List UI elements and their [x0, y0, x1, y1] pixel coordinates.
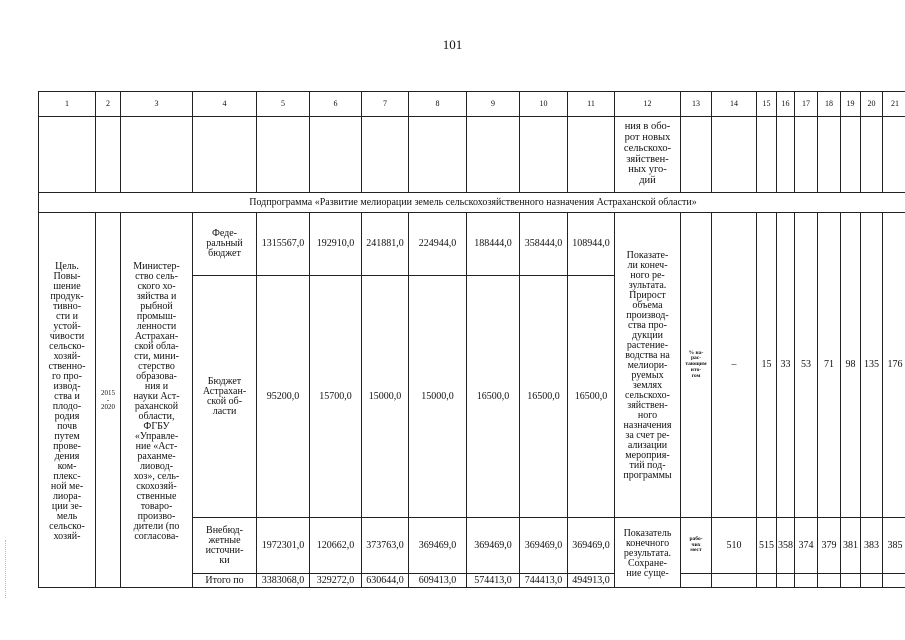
- indicator-1-base: –: [712, 213, 757, 518]
- indicator-1-value: 176: [883, 213, 905, 518]
- indicator-1-value: 135: [861, 213, 883, 518]
- indicator-2-base: 510: [712, 518, 757, 574]
- col-number: 2: [96, 92, 121, 117]
- indicator-2-value: 374: [795, 518, 818, 574]
- value-cell: 188444,0: [467, 213, 520, 276]
- federal-budget-row: [39, 213, 905, 276]
- source-federal: Феде- ральный бюджет: [193, 213, 257, 276]
- value-cell: 15000,0: [409, 276, 467, 518]
- subprogram-row: [39, 193, 905, 213]
- value-cell: 494913,0: [568, 574, 615, 588]
- col-number: 8: [409, 92, 467, 117]
- value-cell: 241881,0: [362, 213, 409, 276]
- indicator-1-value: 33: [777, 213, 795, 518]
- goal-cell: Цель. Повы- шение продук- тивно- сти и устой- чивости сельско- хозяй- ственно- го про- извод- ства и плодо- родия почв путем прове- дения ком- плекс- ной ме- лиора- ции зе- мель сельско- хозяй-: [39, 213, 96, 588]
- indicator-1-value: 98: [841, 213, 861, 518]
- value-cell: 108944,0: [568, 213, 615, 276]
- value-cell: 609413,0: [409, 574, 467, 588]
- indicator-2-value: 383: [861, 518, 883, 574]
- source-total: Итого по: [193, 574, 257, 588]
- value-cell: 16500,0: [568, 276, 615, 518]
- col-number: 3: [121, 92, 193, 117]
- col-number: 11: [568, 92, 615, 117]
- indicator-2-value: 379: [818, 518, 841, 574]
- col-number: 12: [615, 92, 681, 117]
- col-number: 19: [841, 92, 861, 117]
- program-table: [38, 91, 905, 588]
- indicator-2-text: Показатель конечного результата. Сохране- ние суще-: [615, 518, 681, 588]
- indicator-1-unit: % на- рас- тающим ито- гом: [681, 213, 712, 518]
- subprogram-title: Подпрограмма «Развитие мелиорации земель сельскохозяйственного назначения Астраханской области»: [39, 193, 905, 213]
- col-number: 15: [757, 92, 777, 117]
- continuation-row: [39, 117, 905, 193]
- col-number: 10: [520, 92, 568, 117]
- value-cell: 120662,0: [310, 518, 362, 574]
- col-number: 14: [712, 92, 757, 117]
- indicator-2-value: 385: [883, 518, 905, 574]
- value-cell: 16500,0: [467, 276, 520, 518]
- executor-cell: Министер- ство сель- ского хо- зяйства и рыбной промыш- ленности Астрахан- ской обла- сти, мини- стерство образова- ния и науки Аст- раханской области, ФГБУ «Управле- ние «Аст- раханме- лиовод- хоз», сель- скохозяй- ственные товаро- произво- дители (по согласова-: [121, 213, 193, 588]
- indicator-1-text: Показате- ли конеч- ного ре- зультата. Прирост объема производ- ства про- дукции растение- водства на мелиори- руемых землях сельскохо- зяйствен- ного назначения за счет ре- ализации мероприя- тий под- программы: [615, 213, 681, 518]
- col-number: 4: [193, 92, 257, 117]
- value-cell: 369469,0: [520, 518, 568, 574]
- indicator-1-value: 53: [795, 213, 818, 518]
- col-number: 1: [39, 92, 96, 117]
- col-number: 5: [257, 92, 310, 117]
- value-cell: 16500,0: [520, 276, 568, 518]
- indicator-2-unit: рабо- чих мест: [681, 518, 712, 574]
- col-number: 20: [861, 92, 883, 117]
- col-number: 16: [777, 92, 795, 117]
- value-cell: 15700,0: [310, 276, 362, 518]
- value-cell: 369469,0: [409, 518, 467, 574]
- col-number: 6: [310, 92, 362, 117]
- column-number-row: [39, 92, 905, 117]
- value-cell: 224944,0: [409, 213, 467, 276]
- indicator-1-value: 71: [818, 213, 841, 518]
- scan-edge-mark: [5, 540, 7, 598]
- col-number: 7: [362, 92, 409, 117]
- value-cell: 1315567,0: [257, 213, 310, 276]
- col-number: 9: [467, 92, 520, 117]
- indicator-2-value: 515: [757, 518, 777, 574]
- value-cell: 15000,0: [362, 276, 409, 518]
- value-cell: 630644,0: [362, 574, 409, 588]
- period-cell: 2015 - 2020: [96, 213, 121, 588]
- indicator-1-value: 15: [757, 213, 777, 518]
- page-number: 101: [442, 37, 463, 52]
- continuation-text: ния в обо- рот новых сельскохо- зяйствен- ных уго- дий: [615, 117, 681, 193]
- col-number: 17: [795, 92, 818, 117]
- indicator-2-value: 381: [841, 518, 861, 574]
- col-number: 21: [883, 92, 905, 117]
- col-number: 18: [818, 92, 841, 117]
- indicator-2-value: 358: [777, 518, 795, 574]
- value-cell: 744413,0: [520, 574, 568, 588]
- value-cell: 1972301,0: [257, 518, 310, 574]
- value-cell: 192910,0: [310, 213, 362, 276]
- value-cell: 95200,0: [257, 276, 310, 518]
- value-cell: 574413,0: [467, 574, 520, 588]
- value-cell: 329272,0: [310, 574, 362, 588]
- col-number: 13: [681, 92, 712, 117]
- value-cell: 358444,0: [520, 213, 568, 276]
- value-cell: 3383068,0: [257, 574, 310, 588]
- source-extrabudget: Внебюд- жетные источни- ки: [193, 518, 257, 574]
- value-cell: 369469,0: [568, 518, 615, 574]
- source-regional: Бюджет Астрахан- ской об- ласти: [193, 276, 257, 518]
- value-cell: 369469,0: [467, 518, 520, 574]
- value-cell: 373763,0: [362, 518, 409, 574]
